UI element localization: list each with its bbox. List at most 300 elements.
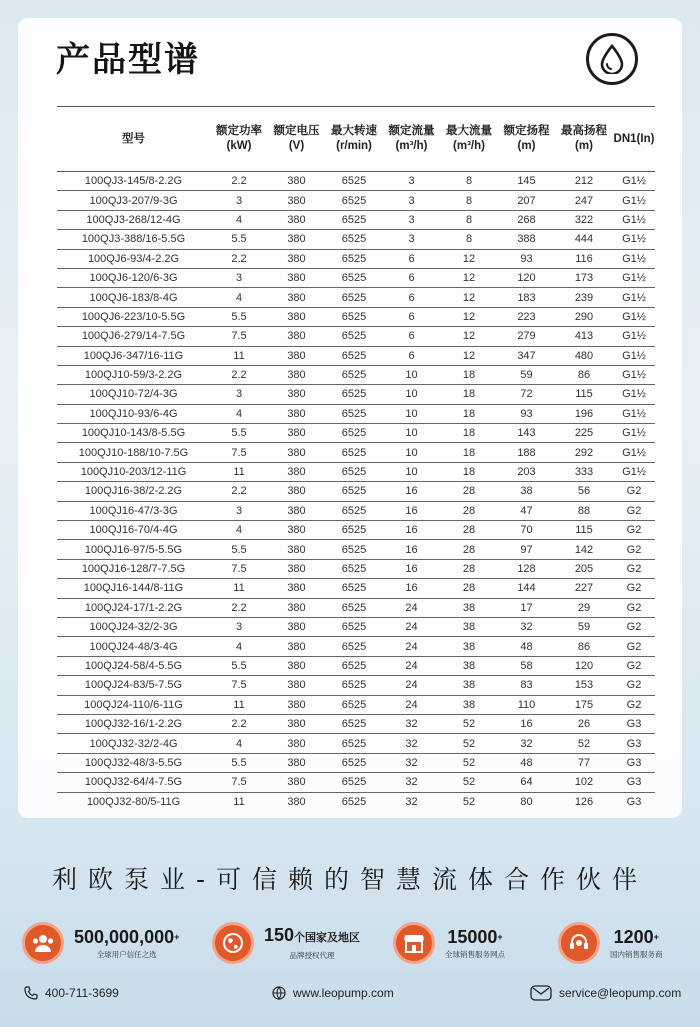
column-header: [210, 107, 268, 172]
table-cell: 38: [440, 695, 498, 714]
table-cell: 12: [440, 327, 498, 346]
table-cell: 480: [555, 346, 613, 365]
column-header-title: 型号: [122, 132, 145, 145]
table-cell: 380: [268, 521, 325, 540]
table-cell: 4: [210, 734, 268, 753]
table-cell: 52: [440, 734, 498, 753]
table-cell: 3: [383, 191, 440, 210]
table-cell: 24: [383, 637, 440, 656]
table-cell: 3: [210, 617, 268, 636]
table-cell: 3: [383, 172, 440, 191]
table-cell: 388: [498, 230, 555, 249]
table-cell: 100QJ10-188/10-7.5G: [57, 443, 210, 462]
store-icon: [393, 922, 435, 964]
table-cell: 6525: [325, 521, 383, 540]
table-cell: 11: [210, 579, 268, 598]
table-cell: 8: [440, 210, 498, 229]
table-cell: 4: [210, 521, 268, 540]
table-cell: 100QJ6-183/8-4G: [57, 288, 210, 307]
table-cell: 11: [210, 695, 268, 714]
table-cell: 2.2: [210, 249, 268, 268]
table-cell: 100QJ16-97/5-5.5G: [57, 540, 210, 559]
table-row: [57, 637, 655, 656]
table-cell: 100QJ16-128/7-7.5G: [57, 559, 210, 578]
table-cell: 8: [440, 191, 498, 210]
table-cell: 6525: [325, 559, 383, 578]
table-cell: 3: [210, 501, 268, 520]
table-cell: 380: [268, 346, 325, 365]
table-cell: 28: [440, 579, 498, 598]
table-cell: 3: [383, 210, 440, 229]
table-cell: 5.5: [210, 656, 268, 675]
table-cell: 380: [268, 307, 325, 326]
table-cell: 28: [440, 521, 498, 540]
table-cell: 48: [498, 753, 555, 772]
table-cell: 38: [440, 598, 498, 617]
table-cell: 56: [555, 482, 613, 501]
table-cell: 6525: [341, 795, 367, 808]
stat-dealers: [558, 915, 663, 971]
table-cell: 380: [268, 385, 325, 404]
table-cell: 6525: [325, 714, 383, 733]
table-cell: 322: [555, 210, 613, 229]
table-cell: 380: [268, 172, 325, 191]
stat-countries-label: 品牌授权代理: [289, 951, 335, 960]
table-cell: G1½: [613, 327, 655, 346]
table-row: [57, 307, 655, 326]
table-cell: 8: [440, 230, 498, 249]
table-row: [57, 346, 655, 365]
table-cell: 292: [555, 443, 613, 462]
table-cell: 12: [440, 288, 498, 307]
table-cell: 380: [268, 579, 325, 598]
table-row: [57, 404, 655, 423]
table-cell: 247: [555, 191, 613, 210]
table-cell: 120: [498, 268, 555, 287]
table-cell: 128: [498, 559, 555, 578]
table-cell: 29: [555, 598, 613, 617]
table-cell: 70: [498, 521, 555, 540]
globe-web-icon: [272, 986, 286, 1000]
mail-icon: [530, 985, 552, 1001]
table-cell: 11: [210, 346, 268, 365]
table-cell: G3: [613, 773, 655, 792]
table-row: [57, 521, 655, 540]
table-cell: 120: [555, 656, 613, 675]
table-cell: 32: [498, 734, 555, 753]
table-cell: 6: [383, 307, 440, 326]
stat-outlets-label: 全球销售服务网点: [445, 949, 505, 959]
table-cell: 380: [268, 637, 325, 656]
table-cell: 12: [440, 346, 498, 365]
table-cell: 173: [555, 268, 613, 287]
table-cell: 6525: [325, 172, 383, 191]
table-cell: 142: [555, 540, 613, 559]
table-cell: G1½: [613, 268, 655, 287]
table-cell: 10: [383, 365, 440, 384]
table-cell: 3: [210, 191, 268, 210]
table-cell: 24: [383, 695, 440, 714]
table-row: [57, 424, 655, 443]
table-cell: 144: [498, 579, 555, 598]
table-cell: 100QJ6-279/14-7.5G: [57, 327, 210, 346]
table-cell: G2: [613, 540, 655, 559]
table-cell: 12: [440, 268, 498, 287]
table-cell: 100QJ24-17/1-2.2G: [57, 598, 210, 617]
table-cell: 100QJ6-347/16-11G: [57, 346, 210, 365]
table-cell: 100QJ3-268/12-4G: [57, 210, 210, 229]
table-cell: 102: [555, 773, 613, 792]
users-icon: [22, 922, 64, 964]
table-cell: 47: [498, 501, 555, 520]
table-cell: 380: [268, 501, 325, 520]
table-cell: 5.5: [210, 230, 268, 249]
table-cell: G2: [613, 656, 655, 675]
page-title: 产品型谱: [56, 40, 200, 80]
table-cell: 6525: [325, 482, 383, 501]
table-cell: 6: [383, 268, 440, 287]
product-spec-table: [57, 106, 655, 811]
table-row: [57, 365, 655, 384]
table-cell: 3: [210, 385, 268, 404]
table-cell: 64: [498, 773, 555, 792]
table-cell: 48: [498, 637, 555, 656]
phone-number: 400-711-3699: [45, 986, 119, 1000]
table-cell: 6525: [325, 617, 383, 636]
table-cell: 16: [383, 559, 440, 578]
table-cell: 6525: [325, 404, 383, 423]
table-cell: 28: [440, 501, 498, 520]
column-header-title: 最大流量: [446, 125, 492, 137]
website-url: www.leopump.com: [293, 986, 394, 1000]
column-header-unit: (m³/h): [395, 140, 428, 152]
table-cell: 413: [555, 327, 613, 346]
table-cell: 100QJ10-143/8-5.5G: [57, 424, 210, 443]
table-cell: 17: [498, 598, 555, 617]
table-cell: 100QJ32-64/4-7.5G: [57, 773, 210, 792]
table-cell: 380: [268, 462, 325, 481]
table-cell: 16: [383, 521, 440, 540]
stat-dealers-value: 1200: [613, 926, 654, 947]
table-cell: 100QJ24-58/4-5.5G: [57, 656, 210, 675]
table-cell: 93: [498, 404, 555, 423]
table-row: [57, 268, 655, 287]
table-cell: 100QJ16-70/4-4G: [57, 521, 210, 540]
globe-icon: [212, 922, 254, 964]
table-row: [57, 443, 655, 462]
table-cell: 8: [440, 172, 498, 191]
table-cell: 6525: [325, 656, 383, 675]
table-cell: G2: [613, 598, 655, 617]
table-cell: G1½: [613, 210, 655, 229]
table-cell: 6: [383, 327, 440, 346]
table-row: [57, 462, 655, 481]
table-cell: 380: [268, 656, 325, 675]
table-cell: 32: [383, 773, 440, 792]
table-cell: 6525: [325, 637, 383, 656]
stat-users-label: 全球用户信任之选: [96, 949, 157, 959]
spec-card: [18, 18, 682, 818]
table-cell: 444: [555, 230, 613, 249]
table-cell: 6525: [325, 249, 383, 268]
table-row: [57, 753, 655, 772]
table-cell: 227: [555, 579, 613, 598]
table-cell: 380: [268, 327, 325, 346]
slogan: 利欧泵业-可信赖的智慧流体合作伙伴: [51, 865, 649, 894]
table-cell: 207: [498, 191, 555, 210]
column-header: [268, 107, 325, 172]
table-cell: 100QJ24-48/3-4G: [57, 637, 210, 656]
table-cell: G2: [613, 482, 655, 501]
table-cell: 32: [383, 714, 440, 733]
stat-countries-value: 150: [264, 925, 295, 945]
table-row: [57, 559, 655, 578]
table-cell: G1½: [613, 404, 655, 423]
table-cell: 183: [498, 288, 555, 307]
stat-outlets: [393, 915, 505, 971]
table-cell: 77: [555, 753, 613, 772]
table-row: [57, 482, 655, 501]
table-cell: G2: [613, 501, 655, 520]
table-cell: 223: [498, 307, 555, 326]
table-cell: 6525: [325, 230, 383, 249]
column-header-unit: (m³/h): [453, 140, 485, 152]
table-cell: 100QJ6-223/10-5.5G: [57, 307, 210, 326]
table-header-row: [57, 107, 655, 172]
table-cell: 205: [555, 559, 613, 578]
table-cell: 38: [440, 617, 498, 636]
table-cell: G2: [613, 617, 655, 636]
table-cell: 2.2: [210, 172, 268, 191]
table-cell: 100QJ16-47/3-3G: [57, 501, 210, 520]
column-header-title: 最大转速: [331, 125, 377, 137]
table-cell: 6525: [325, 598, 383, 617]
table-cell: 6525: [325, 734, 383, 753]
table-cell: 2.2: [210, 365, 268, 384]
table-cell: 4: [210, 637, 268, 656]
table-cell: 110: [498, 695, 555, 714]
table-cell: 196: [555, 404, 613, 423]
table-cell: 6525: [325, 773, 383, 792]
table-cell: G1½: [613, 288, 655, 307]
table-cell: 100QJ3-207/9-3G: [57, 191, 210, 210]
stat-dealers-label: 国内销售服务商: [610, 949, 663, 959]
column-header-unit: (r/min): [336, 140, 372, 152]
table-cell: 380: [268, 598, 325, 617]
table-cell: 380: [268, 734, 325, 753]
table-cell: 16: [383, 579, 440, 598]
table-cell: G2: [613, 579, 655, 598]
table-cell: 88: [555, 501, 613, 520]
table-cell: 380: [268, 559, 325, 578]
table-row: [57, 676, 655, 695]
table-cell: 12: [440, 249, 498, 268]
column-header: [498, 107, 555, 172]
table-cell: 100QJ24-110/6-11G: [57, 695, 210, 714]
table-cell: G1½: [613, 462, 655, 481]
column-header: [325, 107, 383, 172]
table-cell: 100QJ32-32/2-4G: [57, 734, 210, 753]
table-cell: 100QJ6-93/4-2.2G: [57, 249, 210, 268]
table-cell: 6525: [325, 540, 383, 559]
table-row: [57, 191, 655, 210]
table-cell: 24: [383, 656, 440, 675]
table-cell: 6525: [325, 695, 383, 714]
table-cell: 28: [440, 559, 498, 578]
table-cell: 380: [268, 249, 325, 268]
table-cell: 100QJ16-38/2-2.2G: [57, 482, 210, 501]
table-cell: 143: [498, 424, 555, 443]
table-cell: 52: [440, 714, 498, 733]
table-cell: 380: [287, 795, 306, 808]
table-cell: 6525: [325, 579, 383, 598]
table-cell: 380: [268, 404, 325, 423]
table-row: [57, 579, 655, 598]
table-cell: G1½: [613, 191, 655, 210]
table-cell: 116: [555, 249, 613, 268]
table-cell: 7.5: [210, 676, 268, 695]
table-cell: 59: [555, 617, 613, 636]
column-header: [383, 107, 440, 172]
table-cell: 5.5: [210, 424, 268, 443]
table-cell: 32: [405, 795, 418, 808]
table-cell: 28: [440, 482, 498, 501]
table-row: [57, 172, 655, 191]
table-cell: 225: [555, 424, 613, 443]
table-cell: 7.5: [210, 327, 268, 346]
table-cell: 100QJ10-203/12-11G: [57, 462, 210, 481]
column-header: [555, 107, 613, 172]
table-cell: 5.5: [210, 307, 268, 326]
table-cell: 380: [268, 191, 325, 210]
table-cell: 6525: [325, 307, 383, 326]
table-row: [57, 385, 655, 404]
table-cell: 212: [555, 172, 613, 191]
table-cell: 16: [498, 714, 555, 733]
table-cell: 100QJ6-120/6-3G: [57, 268, 210, 287]
table-cell: 380: [268, 443, 325, 462]
table-cell: 7.5: [210, 773, 268, 792]
table-cell: 18: [440, 385, 498, 404]
stat-dealers-plus: +: [653, 931, 659, 942]
table-cell: 4: [210, 404, 268, 423]
contact-website[interactable]: [272, 982, 394, 1004]
table-cell: 380: [268, 288, 325, 307]
column-header-title: DN1(In): [613, 132, 655, 145]
table-cell: 100QJ32-16/1-2.2G: [57, 714, 210, 733]
table-cell: 18: [440, 424, 498, 443]
table-cell: 380: [268, 676, 325, 695]
table-cell: 93: [498, 249, 555, 268]
table-cell: 52: [440, 753, 498, 772]
table-row: [57, 288, 655, 307]
table-cell: 100QJ10-93/6-4G: [57, 404, 210, 423]
table-cell: G1½: [613, 443, 655, 462]
table-cell: 6525: [325, 462, 383, 481]
table-cell: 52: [555, 734, 613, 753]
table-cell: 6525: [325, 676, 383, 695]
table-cell: 100QJ32-48/3-5.5G: [57, 753, 210, 772]
column-header: [57, 107, 210, 172]
stats-bar: [0, 915, 700, 975]
table-cell: 380: [268, 617, 325, 636]
table-cell: 380: [268, 482, 325, 501]
table-cell: 52: [440, 773, 498, 792]
stat-users: [22, 915, 179, 971]
table-row: [57, 327, 655, 346]
table-cell: 115: [555, 521, 613, 540]
table-cell: 268: [498, 210, 555, 229]
table-cell: G1½: [613, 346, 655, 365]
table-cell: 28: [440, 540, 498, 559]
headset-icon: [558, 922, 600, 964]
contact-email[interactable]: [530, 982, 681, 1004]
table-cell: G1½: [613, 249, 655, 268]
table-cell: G1½: [613, 385, 655, 404]
table-cell: G2: [613, 559, 655, 578]
contact-phone[interactable]: [24, 982, 119, 1004]
table-cell: G1½: [613, 230, 655, 249]
table-cell: 11: [210, 462, 268, 481]
table-cell: 24: [383, 598, 440, 617]
table-cell: 2.2: [210, 598, 268, 617]
table-cell: 26: [555, 714, 613, 733]
table-cell: 86: [555, 637, 613, 656]
table-cell: 10: [383, 404, 440, 423]
table-cell: 380: [268, 540, 325, 559]
table-cell: 3: [383, 230, 440, 249]
table-cell: 59: [498, 365, 555, 384]
table-cell: 6: [383, 346, 440, 365]
table-cell: 6525: [325, 191, 383, 210]
table-cell: 10: [383, 462, 440, 481]
column-header-title: 额定功率: [216, 125, 262, 137]
table-cell: 38: [440, 637, 498, 656]
table-row: [57, 792, 655, 811]
table-cell: 380: [268, 230, 325, 249]
email-address: service@leopump.com: [559, 986, 682, 1000]
table-cell: 32: [498, 617, 555, 636]
table-cell: 38: [440, 676, 498, 695]
column-header-title: 最高扬程: [561, 125, 607, 137]
table-cell: 100QJ16-144/8-11G: [57, 579, 210, 598]
table-cell: 3: [210, 268, 268, 287]
column-header-unit: (V): [288, 140, 305, 152]
table-cell: 6525: [325, 346, 383, 365]
table-cell: 6525: [325, 753, 383, 772]
table-cell: 16: [383, 482, 440, 501]
table-cell: 100QJ24-83/5-7.5G: [57, 676, 210, 695]
table-cell: 38: [498, 482, 555, 501]
table-cell: 52: [462, 795, 476, 808]
table-cell: 16: [383, 501, 440, 520]
table-cell: 6: [383, 249, 440, 268]
table-cell: 380: [268, 695, 325, 714]
table-cell: 10: [383, 424, 440, 443]
table-cell: G2: [613, 676, 655, 695]
table-cell: 279: [498, 327, 555, 346]
table-body: [57, 172, 655, 812]
table-cell: G2: [613, 521, 655, 540]
table-cell: 6525: [325, 501, 383, 520]
table-cell: 100QJ3-388/16-5.5G: [57, 230, 210, 249]
table-row: [57, 249, 655, 268]
table-row: [57, 230, 655, 249]
column-header: [613, 107, 655, 172]
table-cell: 6525: [325, 288, 383, 307]
table-row: [57, 656, 655, 675]
table-cell: 7.5: [210, 443, 268, 462]
